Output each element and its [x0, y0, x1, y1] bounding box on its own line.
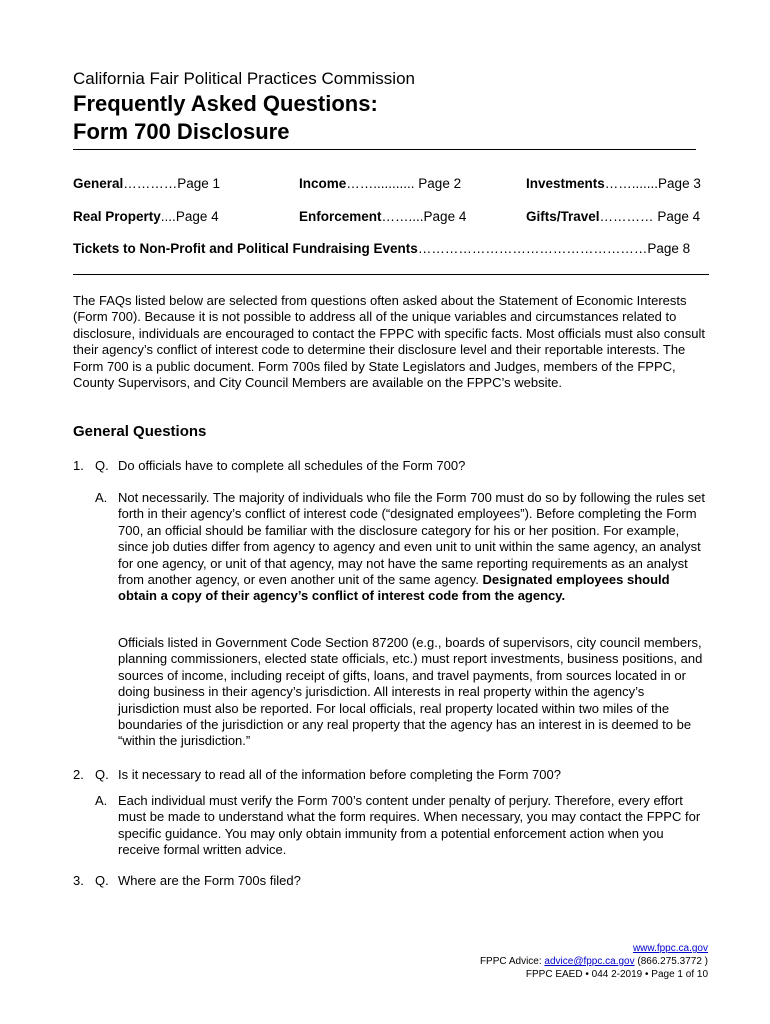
question-label: Q.: [95, 458, 109, 473]
question-number: 1.: [73, 458, 84, 473]
question-text: Is it necessary to read all of the information before completing the Form 700?: [118, 767, 561, 782]
toc-item-tickets[interactable]: Tickets to Non-Profit and Political Fundraising Events……………………………………………Page 8: [73, 241, 691, 256]
toc-item-enforcement[interactable]: Enforcement……....Page 4: [299, 209, 467, 224]
toc-divider: [73, 274, 709, 275]
footer-website-link[interactable]: www.fppc.ca.gov: [632, 943, 708, 954]
advice-email-link[interactable]: advice@fppc.ca.gov: [544, 956, 635, 967]
toc-item-general[interactable]: General…………Page 1: [73, 176, 221, 191]
question-text: Where are the Form 700s filed?: [118, 873, 301, 888]
answer-text: Not necessarily. The majority of individuals who file the Form 700 must do so by following the rules set forth in their agency’s conflict of interest code (“designated employees”). Before completing the Form 700, an official should be familiar with the disclosure category for his or her position. For example, since job duties differ from agency to agency and even unit to unit within the same agency, an analyst for one agency, or unit of that agency, may not have the same reporting requirements as an analyst from another agency, or even another unit of the same agency. Designated employees should obtain a copy of their agency’s conflict of interest code from the agency.: [118, 490, 705, 604]
question-label: Q.: [95, 767, 109, 782]
footer-document-info: FPPC EAED • 044 2-2019 • Page 1 of 10: [525, 969, 708, 980]
footer-advice: FPPC Advice: advice@fppc.ca.gov (866.275.3772 ): [479, 956, 708, 967]
answer-text: Each individual must verify the Form 700’s content under penalty of perjury. Therefore, every effort must be made to understand what the form requires. When necessary, you may contact the FPPC for specific guidance. You may only obtain immunity from a potential enforcement action when you receive formal written advice.: [118, 793, 701, 858]
page-title-line2: Form 700 Disclosure: [73, 119, 290, 144]
answer-paragraph-2: Officials listed in Government Code Section 87200 (e.g., boards of supervisors, city council members, planning commissioners, elected state officials, etc.) must report investments, business positions, and sources of income, including receipt of gifts, loans, and travel payments, from sources located in or doing business in their agency’s jurisdiction. All interests in real property within the agency’s jurisdiction must also be reported. For local officials, real property located within two miles of the boundaries of the jurisdiction or any real property that the agency has an interest in is deemed to be “within the jurisdiction.”: [118, 635, 703, 749]
toc-item-income[interactable]: Income……........... Page 2: [299, 176, 462, 191]
section-heading-general: General Questions: [73, 423, 207, 440]
page-title-line1: Frequently Asked Questions:: [73, 91, 378, 116]
intro-paragraph: The FAQs listed below are selected from questions often asked about the Statement of Economic Interests (Form 700). Because it is not possible to address all of the unique variables and circumstances related to disclosure, individuals are encouraged to contact the FPPC with specific facts. Most officials must also consult their agency’s conflict of interest code to determine their disclosure level and their reportable interests. The Form 700 is a public document. Form 700s filed by State Legislators and Judges, members of the FPPC, County Supervisors, and City Council Members are available on the FPPC’s website.: [73, 293, 705, 391]
toc-item-investments[interactable]: Investments…….......Page 3: [526, 176, 701, 191]
question-label: Q.: [95, 873, 109, 888]
answer-label: A.: [95, 793, 108, 808]
answer-bold-text: Designated employees should obtain a copy of their agency’s conflict of interest code from the agency.: [118, 572, 670, 604]
organization-name: California Fair Political Practices Commission: [73, 69, 415, 88]
toc-item-real-property[interactable]: Real Property....Page 4: [73, 209, 219, 224]
toc-item-gifts-travel[interactable]: Gifts/Travel………… Page 4: [526, 209, 701, 224]
answer-label: A.: [95, 490, 108, 505]
question-number: 3.: [73, 873, 84, 888]
header-divider: [73, 149, 696, 150]
question-text: Do officials have to complete all schedules of the Form 700?: [118, 458, 466, 473]
question-number: 2.: [73, 767, 84, 782]
